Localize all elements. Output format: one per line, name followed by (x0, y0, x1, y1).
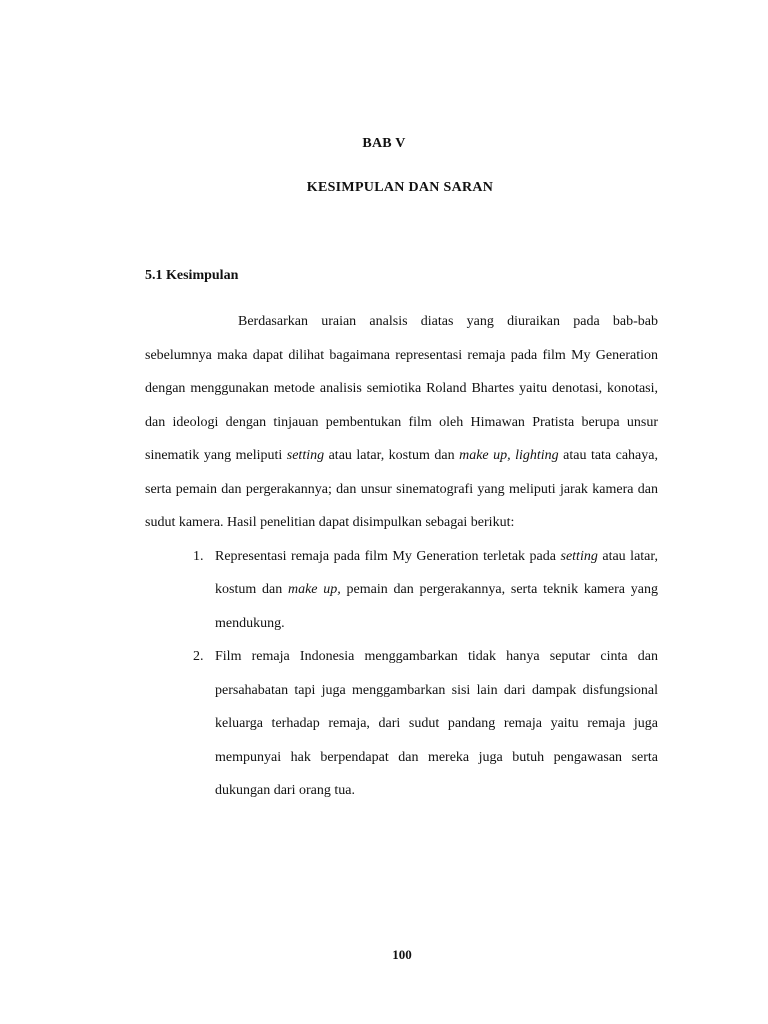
paragraph-text: atau tata cahaya, serta pemain dan pergerakannya; dan unsur sinematografi yang meliputi jarak kamera dan sudut kamera. Hasil penelitian dapat disimpulkan sebagai berikut: (145, 448, 658, 530)
list-item-number: 1. (193, 548, 204, 564)
paragraph-italic-term: setting (286, 448, 325, 463)
intro-paragraph (145, 305, 658, 540)
list-item-number: 2. (193, 649, 204, 664)
paragraph-italic-term: make up, lighting (459, 448, 559, 463)
list-item-text: Film remaja Indonesia menggambarkan tidak hanya seputar cinta dan persahabatan tapi juga menggambarkan sisi lain dari dampak disfungsional keluarga terhadap remaja, dari sudut pandang remaja yaitu remaja juga mempunyai hak berpendapat dan mereka juga butuh pengawasan serta dukungan dari orang tua. (215, 649, 658, 798)
list-item (145, 640, 658, 808)
list-item-text: pemain dan pergerakannya, serta teknik kamera yang mendukung. (215, 582, 658, 631)
page-number: 100 (392, 947, 412, 962)
list-item-italic-term: setting (560, 548, 598, 564)
conclusion-list (145, 540, 658, 808)
paragraph-text: Berdasarkan uraian analsis diatas yang diuraikan pada bab-bab sebelumnya maka dapat dilihat bagaimana representasi remaja pada film My Generation dengan menggunakan metode analisis semiotika Roland Bhartes yaitu denotasi, konotasi, dan ideologi dengan tinjauan pembentukan film oleh Himawan Pratista berupa unsur sinematik yang meliputi (145, 314, 658, 463)
section-heading: 5.1 Kesimpulan (145, 268, 239, 283)
list-item-text: Representasi remaja pada film My Generation terletak pada (215, 548, 561, 564)
chapter-subtitle: KESIMPULAN DAN SARAN (306, 180, 494, 195)
list-item (145, 540, 658, 641)
paragraph-text: atau latar, kostum dan (324, 448, 460, 463)
list-item-text: atau latar, kostum dan (215, 548, 658, 597)
body-text (145, 305, 658, 808)
chapter-title: BAB V (362, 136, 406, 151)
list-item-italic-term: make up, (287, 582, 341, 597)
